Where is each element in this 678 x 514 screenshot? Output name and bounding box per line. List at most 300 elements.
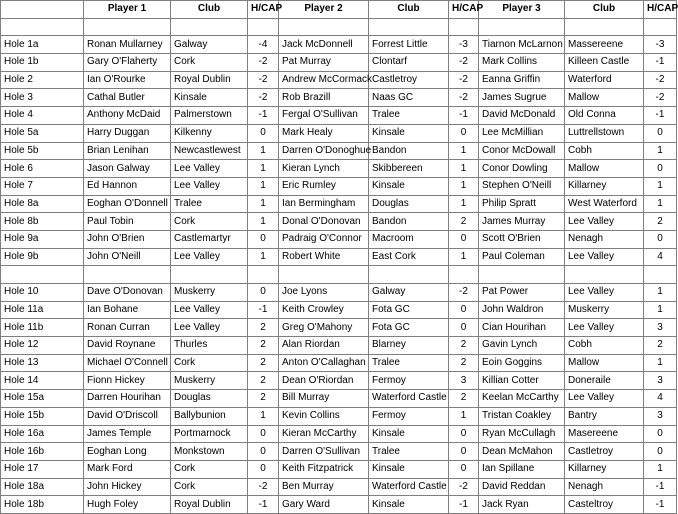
header-hcap-3[interactable]: H/CAP (644, 1, 677, 19)
player-2-cell[interactable] (279, 266, 369, 284)
hcap-2-cell[interactable]: 0 (449, 460, 479, 478)
player-2-cell[interactable]: Pat Murray (279, 54, 369, 72)
hcap-1-cell[interactable]: 2 (248, 319, 279, 337)
player-3-cell[interactable]: Ryan McCullagh (479, 425, 565, 443)
hole-cell[interactable]: Hole 8a (1, 195, 84, 213)
player-2-cell[interactable]: Darren O'Donoghue (279, 142, 369, 160)
table-row (1, 124, 677, 142)
player-1-cell[interactable]: Dave O'Donovan (84, 284, 171, 302)
header-club-2[interactable]: Club (369, 1, 449, 19)
club-3-cell[interactable]: Casteltroy (565, 496, 644, 514)
club-3-cell[interactable]: Nenagh (565, 230, 644, 248)
hole-cell[interactable]: Hole 5a (1, 124, 84, 142)
player-3-cell[interactable]: Dean McMahon (479, 443, 565, 461)
hcap-2-cell[interactable]: 1 (449, 407, 479, 425)
table-row (1, 230, 677, 248)
player-1-cell[interactable]: Brian Lenihan (84, 142, 171, 160)
hcap-1-cell[interactable]: -1 (248, 496, 279, 514)
player-3-cell[interactable]: Lee McMillian (479, 124, 565, 142)
club-3-cell[interactable]: Killarney (565, 460, 644, 478)
player-1-cell[interactable]: Cathal Butler (84, 89, 171, 107)
player-1-cell[interactable] (84, 18, 171, 36)
player-1-cell[interactable]: Eoghan O'Donnell (84, 195, 171, 213)
player-3-cell[interactable]: John Waldron (479, 301, 565, 319)
hcap-1-cell[interactable]: -2 (248, 71, 279, 89)
header-hcap-2[interactable]: H/CAP (449, 1, 479, 19)
hole-cell[interactable]: Hole 9a (1, 230, 84, 248)
club-1-cell[interactable]: Cork (171, 354, 248, 372)
club-1-cell[interactable]: Lee Valley (171, 248, 248, 266)
hcap-3-cell[interactable]: 1 (644, 177, 677, 195)
spacer-row (1, 18, 677, 36)
header-club-1[interactable]: Club (171, 1, 248, 19)
hole-cell[interactable]: Hole 10 (1, 284, 84, 302)
hcap-3-cell[interactable]: -2 (644, 89, 677, 107)
player-1-cell[interactable]: Eoghan Long (84, 443, 171, 461)
hcap-1-cell[interactable]: 0 (248, 230, 279, 248)
club-1-cell[interactable]: Royal Dublin (171, 496, 248, 514)
club-3-cell[interactable]: Massereene (565, 36, 644, 54)
hcap-3-cell[interactable] (644, 266, 677, 284)
club-1-cell[interactable]: Kilkenny (171, 124, 248, 142)
club-1-cell[interactable] (171, 266, 248, 284)
club-1-cell[interactable]: Lee Valley (171, 177, 248, 195)
player-3-cell[interactable]: James Sugrue (479, 89, 565, 107)
player-3-cell[interactable]: Mark Collins (479, 54, 565, 72)
player-2-cell[interactable]: Mark Healy (279, 124, 369, 142)
hcap-2-cell[interactable]: 2 (449, 337, 479, 355)
hcap-1-cell[interactable]: 1 (248, 407, 279, 425)
club-3-cell[interactable]: Lee Valley (565, 319, 644, 337)
player-1-cell[interactable]: Darren Hourihan (84, 390, 171, 408)
player-2-cell[interactable]: Ben Murray (279, 478, 369, 496)
hcap-2-cell[interactable]: 2 (449, 354, 479, 372)
hcap-3-cell[interactable]: -1 (644, 496, 677, 514)
hcap-1-cell[interactable]: -2 (248, 89, 279, 107)
player-3-cell[interactable]: Jack Ryan (479, 496, 565, 514)
club-3-cell[interactable]: Lee Valley (565, 390, 644, 408)
club-2-cell[interactable] (369, 266, 449, 284)
hcap-3-cell[interactable]: 4 (644, 248, 677, 266)
hcap-3-cell[interactable]: -1 (644, 478, 677, 496)
club-3-cell[interactable]: Nenagh (565, 478, 644, 496)
hole-cell[interactable]: Hole 15a (1, 390, 84, 408)
header-player-1[interactable]: Player 1 (84, 1, 171, 19)
hole-cell[interactable]: Hole 8b (1, 213, 84, 231)
hcap-1-cell[interactable]: 2 (248, 390, 279, 408)
hcap-3-cell[interactable]: -2 (644, 71, 677, 89)
club-2-cell[interactable]: Kinsale (369, 496, 449, 514)
club-1-cell[interactable]: Lee Valley (171, 319, 248, 337)
club-3-cell[interactable]: Doneraile (565, 372, 644, 390)
club-2-cell[interactable]: Fota GC (369, 319, 449, 337)
hcap-2-cell[interactable]: 0 (449, 124, 479, 142)
club-3-cell[interactable]: Luttrellstown (565, 124, 644, 142)
hole-cell[interactable] (1, 18, 84, 36)
player-3-cell[interactable]: Gavin Lynch (479, 337, 565, 355)
player-2-cell[interactable]: Keith Crowley (279, 301, 369, 319)
player-3-cell[interactable]: Philip Spratt (479, 195, 565, 213)
header-player-3[interactable]: Player 3 (479, 1, 565, 19)
table-row (1, 319, 677, 337)
hole-cell[interactable]: Hole 13 (1, 354, 84, 372)
hcap-2-cell[interactable] (449, 266, 479, 284)
club-1-cell[interactable]: Thurles (171, 337, 248, 355)
player-2-cell[interactable]: Bill Murray (279, 390, 369, 408)
player-3-cell[interactable]: Conor Dowling (479, 160, 565, 178)
club-3-cell[interactable] (565, 266, 644, 284)
hcap-1-cell[interactable]: 0 (248, 284, 279, 302)
player-1-cell[interactable]: Hugh Foley (84, 496, 171, 514)
player-1-cell[interactable] (84, 266, 171, 284)
hcap-1-cell[interactable]: -2 (248, 54, 279, 72)
player-3-cell[interactable]: Eoin Goggins (479, 354, 565, 372)
hcap-3-cell[interactable]: 1 (644, 301, 677, 319)
hcap-3-cell[interactable]: 0 (644, 160, 677, 178)
player-2-cell[interactable]: Kevin Collins (279, 407, 369, 425)
club-2-cell[interactable]: Blarney (369, 337, 449, 355)
player-1-cell[interactable]: David O'Driscoll (84, 407, 171, 425)
hcap-3-cell[interactable]: 0 (644, 443, 677, 461)
player-2-cell[interactable]: Jack McDonnell (279, 36, 369, 54)
hcap-3-cell[interactable]: 1 (644, 142, 677, 160)
player-2-cell[interactable]: Andrew McCormack (279, 71, 369, 89)
hole-cell[interactable]: Hole 16a (1, 425, 84, 443)
player-1-cell[interactable]: Gary O'Flaherty (84, 54, 171, 72)
player-2-cell[interactable]: Kieran Lynch (279, 160, 369, 178)
club-3-cell[interactable]: Waterford (565, 71, 644, 89)
club-3-cell[interactable]: Mallow (565, 160, 644, 178)
table-row (1, 284, 677, 302)
player-3-cell[interactable]: Eanna Griffin (479, 71, 565, 89)
club-2-cell[interactable]: Clontarf (369, 54, 449, 72)
club-3-cell[interactable]: Lee Valley (565, 284, 644, 302)
player-2-cell[interactable] (279, 18, 369, 36)
player-2-cell[interactable]: Anton O'Callaghan (279, 354, 369, 372)
hole-cell[interactable]: Hole 11a (1, 301, 84, 319)
player-2-cell[interactable]: Joe Lyons (279, 284, 369, 302)
player-3-cell[interactable]: Keelan McCarthy (479, 390, 565, 408)
hcap-3-cell[interactable]: 1 (644, 284, 677, 302)
club-2-cell[interactable]: Fota GC (369, 301, 449, 319)
table-row (1, 460, 677, 478)
player-1-cell[interactable]: James Temple (84, 425, 171, 443)
player-1-cell[interactable]: John O'Neill (84, 248, 171, 266)
club-1-cell[interactable]: Royal Dublin (171, 71, 248, 89)
hcap-2-cell[interactable]: 2 (449, 390, 479, 408)
hcap-1-cell[interactable]: -1 (248, 301, 279, 319)
club-2-cell[interactable]: Skibbereen (369, 160, 449, 178)
player-3-cell[interactable]: Tiarnon McLarnon (479, 36, 565, 54)
club-2-cell[interactable]: Tralee (369, 443, 449, 461)
club-2-cell[interactable]: Naas GC (369, 89, 449, 107)
hcap-3-cell[interactable]: 3 (644, 407, 677, 425)
club-2-cell[interactable]: Fermoy (369, 407, 449, 425)
header-club-3[interactable]: Club (565, 1, 644, 19)
hcap-1-cell[interactable] (248, 18, 279, 36)
hole-cell[interactable]: Hole 18a (1, 478, 84, 496)
player-1-cell[interactable]: John O'Brien (84, 230, 171, 248)
club-2-cell[interactable]: Kinsale (369, 460, 449, 478)
club-2-cell[interactable]: Castletroy (369, 71, 449, 89)
club-1-cell[interactable]: Portmarnock (171, 425, 248, 443)
header-hole[interactable] (1, 1, 84, 19)
club-1-cell[interactable]: Palmerstown (171, 107, 248, 125)
player-1-cell[interactable]: David Roynane (84, 337, 171, 355)
club-3-cell[interactable]: Cobh (565, 337, 644, 355)
hole-cell[interactable]: Hole 3 (1, 89, 84, 107)
hcap-2-cell[interactable]: 1 (449, 248, 479, 266)
hcap-3-cell[interactable]: 1 (644, 460, 677, 478)
hole-cell[interactable]: Hole 1a (1, 36, 84, 54)
club-2-cell[interactable]: Tralee (369, 107, 449, 125)
hole-cell[interactable]: Hole 17 (1, 460, 84, 478)
hcap-2-cell[interactable]: 2 (449, 213, 479, 231)
hcap-3-cell[interactable]: -1 (644, 54, 677, 72)
player-2-cell[interactable]: Dean O'Riordan (279, 372, 369, 390)
player-1-cell[interactable]: Ed Hannon (84, 177, 171, 195)
club-2-cell[interactable]: Macroom (369, 230, 449, 248)
player-3-cell[interactable] (479, 18, 565, 36)
club-1-cell[interactable]: Cork (171, 460, 248, 478)
hole-cell[interactable]: Hole 9b (1, 248, 84, 266)
club-3-cell[interactable]: Lee Valley (565, 213, 644, 231)
club-1-cell[interactable]: Tralee (171, 195, 248, 213)
hcap-3-cell[interactable]: 1 (644, 354, 677, 372)
hcap-1-cell[interactable] (248, 266, 279, 284)
club-1-cell[interactable]: Muskerry (171, 372, 248, 390)
table-row (1, 390, 677, 408)
hole-cell[interactable]: Hole 5b (1, 142, 84, 160)
club-3-cell[interactable]: Lee Valley (565, 248, 644, 266)
hole-cell[interactable]: Hole 12 (1, 337, 84, 355)
player-2-cell[interactable]: Padraig O'Connor (279, 230, 369, 248)
player-2-cell[interactable]: Gary Ward (279, 496, 369, 514)
club-1-cell[interactable]: Kinsale (171, 89, 248, 107)
hcap-1-cell[interactable]: 2 (248, 372, 279, 390)
player-3-cell[interactable]: Conor McDowall (479, 142, 565, 160)
hcap-2-cell[interactable]: -3 (449, 36, 479, 54)
hcap-3-cell[interactable]: 2 (644, 337, 677, 355)
club-1-cell[interactable]: Cork (171, 478, 248, 496)
player-1-cell[interactable]: Michael O'Connell (84, 354, 171, 372)
player-1-cell[interactable]: Ronan Mullarney (84, 36, 171, 54)
club-1-cell[interactable]: Galway (171, 36, 248, 54)
hcap-2-cell[interactable]: -2 (449, 284, 479, 302)
player-1-cell[interactable]: Paul Tobin (84, 213, 171, 231)
hcap-3-cell[interactable]: -1 (644, 107, 677, 125)
player-2-cell[interactable]: Rob Brazill (279, 89, 369, 107)
hcap-3-cell[interactable] (644, 18, 677, 36)
player-3-cell[interactable]: James Murray (479, 213, 565, 231)
club-1-cell[interactable]: Muskerry (171, 284, 248, 302)
player-1-cell[interactable]: Mark Ford (84, 460, 171, 478)
club-3-cell[interactable]: Old Conna (565, 107, 644, 125)
player-2-cell[interactable]: Fergal O'Sullivan (279, 107, 369, 125)
club-1-cell[interactable]: Cork (171, 213, 248, 231)
player-2-cell[interactable]: Alan Riordan (279, 337, 369, 355)
player-1-cell[interactable]: Ronan Curran (84, 319, 171, 337)
player-1-cell[interactable]: Ian O'Rourke (84, 71, 171, 89)
header-player-2[interactable]: Player 2 (279, 1, 369, 19)
hcap-1-cell[interactable]: 1 (248, 177, 279, 195)
hole-cell[interactable]: Hole 7 (1, 177, 84, 195)
hcap-2-cell[interactable]: 0 (449, 230, 479, 248)
hcap-1-cell[interactable]: -2 (248, 478, 279, 496)
hcap-1-cell[interactable]: 2 (248, 337, 279, 355)
hole-cell[interactable]: Hole 14 (1, 372, 84, 390)
hcap-2-cell[interactable]: 3 (449, 372, 479, 390)
hcap-2-cell[interactable]: 1 (449, 142, 479, 160)
hcap-1-cell[interactable]: 1 (248, 213, 279, 231)
hcap-1-cell[interactable]: 2 (248, 354, 279, 372)
table-row (1, 177, 677, 195)
player-1-cell[interactable]: Ian Bohane (84, 301, 171, 319)
hole-cell[interactable]: Hole 6 (1, 160, 84, 178)
hcap-1-cell[interactable]: 1 (248, 248, 279, 266)
club-2-cell[interactable]: Kinsale (369, 177, 449, 195)
player-3-cell[interactable]: Ian Spillane (479, 460, 565, 478)
hcap-3-cell[interactable]: -3 (644, 36, 677, 54)
hole-cell[interactable]: Hole 15b (1, 407, 84, 425)
hole-cell[interactable] (1, 266, 84, 284)
hole-cell[interactable]: Hole 2 (1, 71, 84, 89)
table-row (1, 354, 677, 372)
club-2-cell[interactable]: Waterford Castle (369, 478, 449, 496)
hcap-2-cell[interactable]: -1 (449, 107, 479, 125)
player-3-cell[interactable]: Killian Cotter (479, 372, 565, 390)
club-3-cell[interactable]: Masereene (565, 425, 644, 443)
hcap-2-cell[interactable]: -2 (449, 89, 479, 107)
club-3-cell[interactable]: Muskerry (565, 301, 644, 319)
hcap-3-cell[interactable]: 0 (644, 230, 677, 248)
hcap-3-cell[interactable]: 0 (644, 425, 677, 443)
player-2-cell[interactable]: Greg O'Mahony (279, 319, 369, 337)
club-2-cell[interactable]: Kinsale (369, 124, 449, 142)
player-3-cell[interactable]: Pat Power (479, 284, 565, 302)
hcap-3-cell[interactable]: 4 (644, 390, 677, 408)
hole-cell[interactable]: Hole 1b (1, 54, 84, 72)
player-3-cell[interactable] (479, 266, 565, 284)
hole-cell[interactable]: Hole 4 (1, 107, 84, 125)
player-3-cell[interactable]: Stephen O'Neill (479, 177, 565, 195)
table-row (1, 478, 677, 496)
hcap-3-cell[interactable]: 2 (644, 213, 677, 231)
club-2-cell[interactable]: Galway (369, 284, 449, 302)
player-2-cell[interactable]: Eric Rumley (279, 177, 369, 195)
hcap-1-cell[interactable]: 0 (248, 460, 279, 478)
club-1-cell[interactable]: Lee Valley (171, 301, 248, 319)
club-2-cell[interactable]: Waterford Castle (369, 390, 449, 408)
player-1-cell[interactable]: Harry Duggan (84, 124, 171, 142)
hcap-3-cell[interactable]: 1 (644, 195, 677, 213)
hcap-2-cell[interactable]: 0 (449, 443, 479, 461)
club-1-cell[interactable]: Lee Valley (171, 160, 248, 178)
hcap-2-cell[interactable]: 0 (449, 301, 479, 319)
club-3-cell[interactable]: Castletroy (565, 443, 644, 461)
club-3-cell[interactable]: Mallow (565, 89, 644, 107)
player-1-cell[interactable]: Fionn Hickey (84, 372, 171, 390)
club-3-cell[interactable]: Cobh (565, 142, 644, 160)
club-2-cell[interactable]: Tralee (369, 354, 449, 372)
header-hcap-1[interactable]: H/CAP (248, 1, 279, 19)
hcap-1-cell[interactable]: 1 (248, 142, 279, 160)
club-2-cell[interactable]: Kinsale (369, 425, 449, 443)
hcap-1-cell[interactable]: 0 (248, 443, 279, 461)
club-1-cell[interactable]: Cork (171, 54, 248, 72)
hcap-3-cell[interactable]: 3 (644, 319, 677, 337)
club-2-cell[interactable]: Bandon (369, 142, 449, 160)
player-3-cell[interactable]: Cian Hourihan (479, 319, 565, 337)
hcap-2-cell[interactable]: -1 (449, 496, 479, 514)
hcap-1-cell[interactable]: 1 (248, 160, 279, 178)
club-2-cell[interactable]: Forrest Little (369, 36, 449, 54)
hcap-2-cell[interactable]: -2 (449, 478, 479, 496)
hcap-2-cell[interactable]: 1 (449, 195, 479, 213)
club-2-cell[interactable]: Douglas (369, 195, 449, 213)
player-2-cell[interactable]: Darren O'Sullivan (279, 443, 369, 461)
player-2-cell[interactable]: Donal O'Donovan (279, 213, 369, 231)
hcap-3-cell[interactable]: 3 (644, 372, 677, 390)
player-3-cell[interactable]: Scott O'Brien (479, 230, 565, 248)
club-1-cell[interactable]: Newcastlewest (171, 142, 248, 160)
hcap-1-cell[interactable]: -1 (248, 107, 279, 125)
player-2-cell[interactable]: Ian Bermingham (279, 195, 369, 213)
hcap-3-cell[interactable]: 0 (644, 124, 677, 142)
club-1-cell[interactable]: Castlemartyr (171, 230, 248, 248)
hcap-1-cell[interactable]: 0 (248, 425, 279, 443)
hole-cell[interactable]: Hole 16b (1, 443, 84, 461)
player-1-cell[interactable]: Anthony McDaid (84, 107, 171, 125)
club-2-cell[interactable]: East Cork (369, 248, 449, 266)
player-3-cell[interactable]: Tristan Coakley (479, 407, 565, 425)
hcap-2-cell[interactable]: 0 (449, 319, 479, 337)
hcap-2-cell[interactable]: 1 (449, 177, 479, 195)
hole-cell[interactable]: Hole 11b (1, 319, 84, 337)
player-3-cell[interactable]: David Reddan (479, 478, 565, 496)
player-2-cell[interactable]: Keith Fitzpatrick (279, 460, 369, 478)
club-3-cell[interactable] (565, 18, 644, 36)
hole-cell[interactable]: Hole 18b (1, 496, 84, 514)
player-1-cell[interactable]: John Hickey (84, 478, 171, 496)
club-1-cell[interactable] (171, 18, 248, 36)
hcap-2-cell[interactable]: -2 (449, 54, 479, 72)
hcap-1-cell[interactable]: 0 (248, 124, 279, 142)
hcap-2-cell[interactable]: 0 (449, 425, 479, 443)
club-2-cell[interactable] (369, 18, 449, 36)
player-3-cell[interactable]: Paul Coleman (479, 248, 565, 266)
club-3-cell[interactable]: West Waterford (565, 195, 644, 213)
club-2-cell[interactable]: Fermoy (369, 372, 449, 390)
club-3-cell[interactable]: Mallow (565, 354, 644, 372)
player-2-cell[interactable]: Robert White (279, 248, 369, 266)
club-1-cell[interactable]: Monkstown (171, 443, 248, 461)
hcap-2-cell[interactable]: -2 (449, 71, 479, 89)
club-1-cell[interactable]: Douglas (171, 390, 248, 408)
player-2-cell[interactable]: Kieran McCarthy (279, 425, 369, 443)
player-1-cell[interactable]: Jason Galway (84, 160, 171, 178)
club-3-cell[interactable]: Killarney (565, 177, 644, 195)
club-2-cell[interactable]: Bandon (369, 213, 449, 231)
hcap-2-cell[interactable] (449, 18, 479, 36)
hcap-1-cell[interactable]: -4 (248, 36, 279, 54)
club-1-cell[interactable]: Ballybunion (171, 407, 248, 425)
club-3-cell[interactable]: Killeen Castle (565, 54, 644, 72)
player-3-cell[interactable]: David McDonald (479, 107, 565, 125)
hcap-1-cell[interactable]: 1 (248, 195, 279, 213)
hcap-2-cell[interactable]: 1 (449, 160, 479, 178)
club-3-cell[interactable]: Bantry (565, 407, 644, 425)
